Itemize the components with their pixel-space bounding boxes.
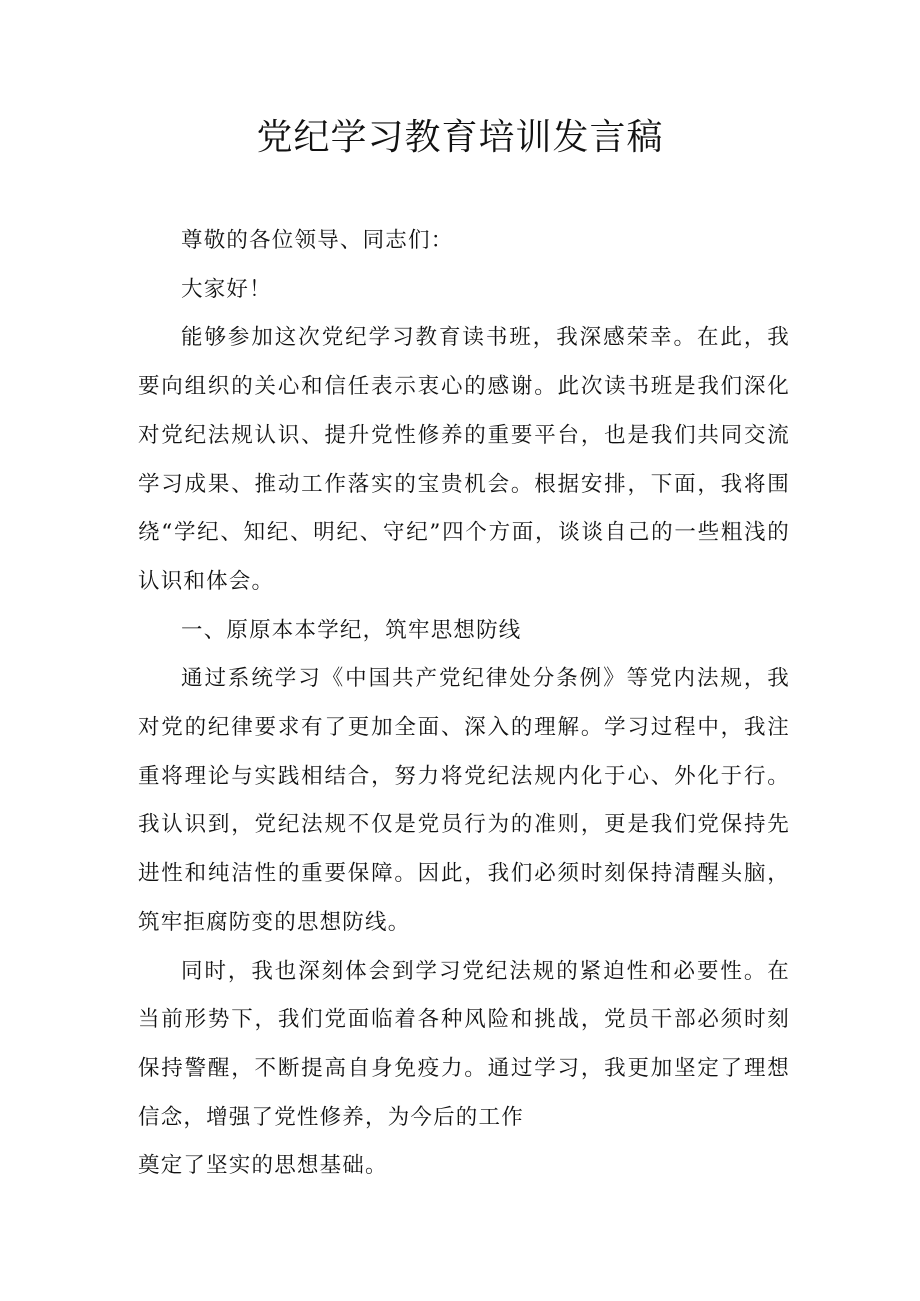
document-body (138, 217, 790, 1191)
section-1-paragraph-2: 同时，我也深刻体会到学习党纪法规的紧迫性和必要性。在当前形势下，我们党面临着各种风险和挑战，党员干部必须时刻保持警醒，不断提高自身免疫力。通过学习，我更加坚定了理想信念，增强了党性修养，为今后的工作 (138, 958, 790, 1130)
section-1-paragraph-2-tail: 奠定了坚实的思想基础。 (138, 1153, 388, 1179)
page-title: 党纪学习教育培训发言稿 (256, 117, 664, 158)
intro-paragraph: 能够参加这次党纪学习教育读书班，我深感荣幸。在此，我要向组织的关心和信任表示衷心的感谢。此次读书班是我们深化对党纪法规认识、提升党性修养的重要平台，也是我们共同交流学习成果、推动工作落实的宝贵机会。根据安排，下面，我将围绕“学纪、知纪、明纪、守纪”四个方面，谈谈自己的一些粗浅的认识和体会。 (138, 325, 790, 594)
section-1-paragraph-1: 通过系统学习《中国共产党纪律处分条例》等党内法规，我对党的纪律要求有了更加全面、深入的理解。学习过程中，我注重将理论与实践相结合，努力将党纪法规内化于心、外化于行。我认识到，党纪法规不仅是党员行为的准则，更是我们党保持先进性和纯洁性的重要保障。因此，我们必须时刻保持清醒头脑，筑牢拒腐防变的思想防线。 (138, 666, 790, 935)
section-heading-1: 一、原原本本学纪，筑牢思想防线 (181, 617, 522, 643)
salutation: 尊敬的各位领导、同志们： (181, 228, 454, 253)
greeting: 大家好！ (181, 276, 272, 302)
